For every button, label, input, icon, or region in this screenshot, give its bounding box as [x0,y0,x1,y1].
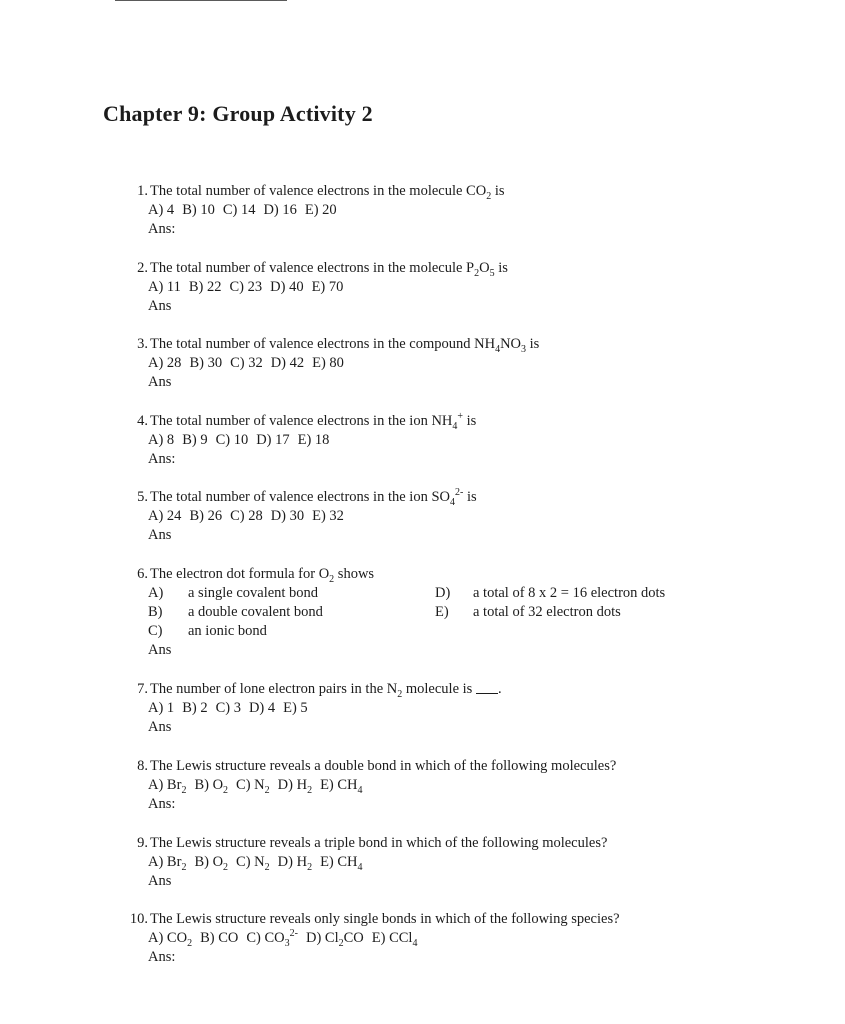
choice-b: B) 26 [189,508,223,524]
answer-label: Ans [148,873,172,889]
question-1 [130,182,505,239]
fill-in-blank[interactable] [476,680,498,694]
choice-c: C) 3 [215,700,241,716]
choice-c: C) 28 [230,508,263,524]
answer-label: Ans: [148,451,176,467]
answer-label: Ans: [148,796,176,812]
answer-label: Ans: [148,949,176,965]
answer-label: Ans [148,719,172,735]
choice-e: E) $CH_4$ [320,854,363,873]
answer-label: Ans [148,527,172,543]
question-stem: The Lewis structure reveals a double bond in which of the following molecules? [150,758,617,774]
question-number: 5. [137,489,148,505]
answer-label: Ans: [148,221,176,237]
choice-e: E) $CH_4$ [320,777,363,796]
answer-label: Ans [148,642,172,658]
question-stem: The electron dot formula for $O_2$ shows [150,566,375,585]
option-a: A) a single covalent bond [148,585,319,601]
choice-b: B) $O_2$ [194,854,229,873]
question-9 [130,834,607,891]
choice-b: B) 10 [182,202,215,218]
question-10 [124,910,620,967]
answer-choices [148,776,616,795]
option-e: E) a total of 32 electron dots [435,604,621,620]
choice-c: C) 14 [222,202,256,218]
answer-choices [148,507,477,526]
choice-a: A) 28 [148,355,182,371]
question-number: 7. [137,681,148,697]
question-number: 4. [137,413,148,429]
question-7: 7. The number of lone electron pairs in the $N_2$ molecule is . A) 1 B) 2 C) 3 D) 4 E) 5 Ans [130,680,502,737]
choice-c: C) $N_2$ [236,854,270,873]
answer-choices [148,699,502,718]
choice-a: A) 11 [148,279,181,295]
choice-a: A) $CO_2$ [148,930,193,949]
choice-d: D) 17 [256,432,290,448]
top-rule [115,0,287,1]
question-number: 6. [137,566,148,582]
options-left [148,584,323,660]
choice-b: B) 22 [188,279,222,295]
choice-d: D) $Cl_2CO$ [305,930,364,949]
question-8 [130,757,616,814]
answer-label: Ans [148,298,172,314]
question-stem: The total number of valence electrons in the molecule $P_2O_5$ is [150,260,508,279]
question-5 [130,488,477,545]
answer-choices [148,354,539,373]
question-3 [130,335,539,392]
question-stem: The Lewis structure reveals a triple bond in which of the following molecules? [150,835,608,851]
option-b: B) a double covalent bond [148,604,323,620]
question-number: 3. [137,336,148,352]
choice-d: D) $H_2$ [277,854,313,873]
choice-a: A) $Br_2$ [148,854,187,873]
answer-choices [148,929,620,948]
choice-e: E) CCl$_4$ [371,930,418,949]
question-stem: The total number of valence electrons in the compound $NH_4NO_3$ is [150,336,540,355]
question-4 [130,412,476,469]
choice-d: D) 4 [248,700,276,716]
question-stem: The total number of valence electrons in the ion $SO_4^{2-}$ is [150,487,477,508]
choice-d: D) $H_2$ [277,777,313,796]
choice-b: B) 2 [182,700,208,716]
options-right [435,584,665,622]
choice-a: A) $Br_2$ [148,777,187,796]
choice-c: C) 10 [215,432,249,448]
choice-c: C) $N_2$ [236,777,270,796]
choice-e: E) 32 [312,508,344,524]
choice-a: A) 24 [148,508,182,524]
choice-e: E) 20 [304,202,337,218]
question-stem: The number of lone electron pairs in the $N_2$ molecule is [150,681,473,700]
choice-b: B) CO [200,930,239,946]
choice-e: E) 5 [283,700,308,716]
choice-d: D) 30 [270,508,305,524]
choice-d: D) 16 [263,202,297,218]
question-stem: The total number of valence electrons in the ion $NH_4^+$ is [150,411,477,432]
question-number: 10. [129,911,148,927]
choice-e: E) 70 [311,279,344,295]
choice-d: D) 42 [270,355,305,371]
choice-c: C) 32 [230,355,263,371]
choice-e: E) 18 [297,432,330,448]
answer-label: Ans [148,374,172,390]
choice-b: B) 30 [189,355,223,371]
answer-choices [148,278,508,297]
choice-b: B) $O_2$ [194,777,229,796]
answer-choices [148,201,505,220]
choice-c: C) 23 [229,279,263,295]
answer-choices [148,431,476,450]
question-number: 1. [137,183,148,199]
choice-a: A) 8 [148,432,175,448]
choice-c: C) $CO_3^{2-}$ [246,928,298,949]
question-number: 8. [137,758,148,774]
choice-d: D) 40 [270,279,304,295]
option-d: D) a total of 8 x 2 = 16 electron dots [435,585,666,601]
choice-a: A) 4 [148,202,175,218]
choice-a: A) 1 [148,700,175,716]
question-6 [130,565,750,662]
answer-choices [148,853,607,872]
question-stem: The Lewis structure reveals only single bonds in which of the following species? [150,911,620,927]
question-number: 9. [137,835,148,851]
question-2 [130,259,508,316]
option-c: C) an ionic bond [148,623,267,639]
choice-e: E) 80 [312,355,344,371]
question-number: 2. [137,260,148,276]
page-title: Chapter 9: Group Activity 2 [103,101,373,126]
question-stem: The total number of valence electrons in the molecule $CO_2$ is [150,183,505,202]
choice-b: B) 9 [182,432,208,448]
